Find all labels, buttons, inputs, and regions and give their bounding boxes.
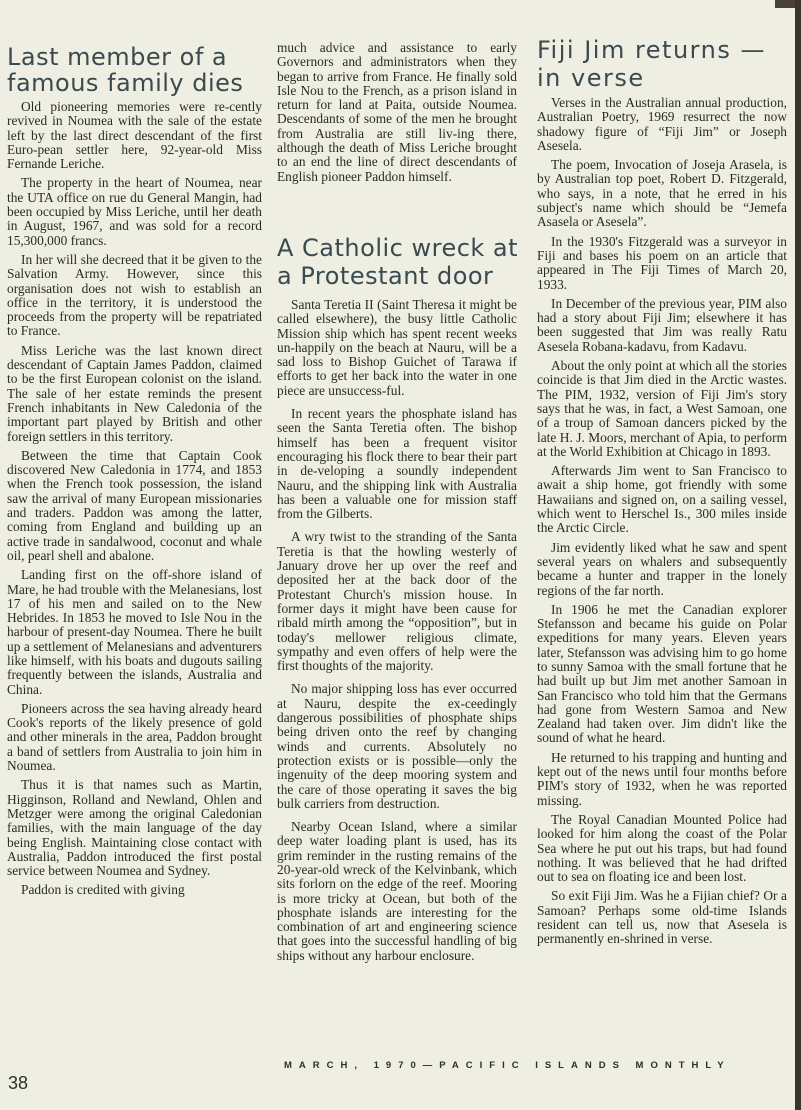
article-continuation-last-member bbox=[277, 41, 517, 189]
paragraph: The property in the heart of Noumea, near the UTA office on rue du General Mangin, had been occupied by Miss Leriche, until her death in August, 1967, and was sold for a record 15,300,000 francs. bbox=[7, 175, 262, 248]
page-edge-top bbox=[775, 0, 795, 8]
paragraph: In recent years the phosphate island has seen the Santa Teretia often. The bishop himself has been a frequent visitor encouraging his flock there to bear their part in de-veloping a soundly independent Nauru, and the shipping link with Australia has been a valuable one for mission staff from the Gilberts. bbox=[277, 406, 517, 522]
paragraph: The poem, Invocation of Joseja Arasela, is by Australian top poet, Robert D. Fitzgerald, who says, in a note, that he erred in his subject's name which should be “Jemefa Asasela or Asesela”. bbox=[537, 157, 787, 230]
paragraph: much advice and assistance to early Governors and administrators when they began to arrive from France. He finally sold Isle Nou to the French, as a prison island in return for land at Paita, outside Noumea. Descendants of some of the men he brought from Australia are still liv-ing there, although the death of Miss Leriche brought to an end the line of direct descendants of English pioneer Paddon himself. bbox=[277, 40, 517, 184]
paragraph: Jim evidently liked what he saw and spent several years on whalers and subsequently became a hunter and trapper in the lonely regions of the far north. bbox=[537, 539, 787, 598]
article-headline-last-member: Last member of a famous family dies bbox=[7, 43, 244, 97]
paragraph: Between the time that Captain Cook discovered New Caledonia in 1774, and 1853 when the French took possession, the island saw the arrival of many European missionaries and traders. Paddon was among the latter, coming from England and building up an active trade in sandalwood, coconut and whale oil, pearl shell and abalone. bbox=[7, 447, 262, 563]
article-headline-catholic-wreck: A Catholic wreck at a Protestant door bbox=[277, 234, 519, 290]
paragraph: No major shipping loss has ever occurred at Nauru, despite the ex-ceedingly dangerous possibilities of phosphate ships being driven onto the reef by changing winds and currents. Absolutely no protection exists or is possible—only the ingenuity of the deep mooring system and the care of those operating it saves the big bulk carriers from destruction. bbox=[277, 681, 517, 811]
article-body-fiji-jim bbox=[537, 96, 787, 952]
paragraph: In December of the previous year, PIM also had a story about Fiji Jim; elsewhere it has been suggested that Jim was really Ratu Asesela Robana-kadavu, from Kadavu. bbox=[537, 295, 787, 354]
article-body-last-member bbox=[7, 100, 262, 903]
paragraph: Afterwards Jim went to San Francisco to await a ship home, got friendly with some Hawaiians and signed on, on a sailing vessel, which went to Herschel Is., 300 miles inside the Arctic Circle. bbox=[537, 463, 787, 536]
paragraph: The Royal Canadian Mounted Police had looked for him along the coast of the Polar Sea where he put out his traps, but had found nothing. It was believed that he had drifted out to sea on floating ice and been lost. bbox=[537, 811, 787, 885]
paragraph: About the only point at which all the stories coincide is that Jim died in the Arctic wastes. The PIM, 1932, version of Fiji Jim's story says that he was, in fact, a West Samoan, one of a troup of Samoan dancers picked by the late H. J. Moors, merchant of Apia, to perform at the World Exhibition at Chicago in 1893. bbox=[537, 358, 787, 459]
article-body-catholic-wreck bbox=[277, 298, 517, 972]
paragraph: So exit Fiji Jim. Was he a Fijian chief? Or a Samoan? Perhaps some old-time Islands resident can tell us, now that Asesela is permanently en-shrined in verse. bbox=[537, 888, 787, 947]
paragraph: Verses in the Australian annual production, Australian Poetry, 1969 resurrect the now shadowy figure of “Fiji Jim” or Joseph Asesela. bbox=[537, 95, 787, 153]
paragraph: Nearby Ocean Island, where a similar deep water loading plant is used, has its grim reminder in the rusting remains of the 20-year-old wreck of the Kelvinbank, which sits forlorn on the edge of the reef. Mooring is more tricky at Ocean, but both of the phosphate islands are interesting for the combination of art and engineering science that goes into the successful handling of big ships without any harbour enclosure. bbox=[277, 819, 517, 963]
paragraph: Paddon is credited with giving bbox=[21, 882, 185, 898]
paragraph: Thus it is that names such as Martin, Higginson, Rolland and Newland, Ohlen and Metzger were among the original Caledonian families, with the main language of the day being English. Maintaining close contact with Australia, Paddon introduced the first postal service between Noumea and Sydney. bbox=[7, 777, 262, 879]
page-edge bbox=[795, 0, 801, 1110]
paragraph: A wry twist to the stranding of the Santa Teretia is that the howling westerly of January drove her up over the reef and deposited her at the back door of the Protestant Church's mission house. In former days it might have been cause for ribald mirth among the “opposition”, but in today's mellower religious climate, sympathy and even offers of help were the first thoughts of the majority. bbox=[277, 529, 517, 674]
paragraph: Landing first on the off-shore island of Mare, he had trouble with the Melanesians, lost 17 of his men and sailed on to the New Hebrides. In 1853 he moved to Isle Nou in the harbour of present-day Noumea. There he built up a settlement of Melanesians and adventurers like himself, with his boats and dugouts sailing frequently between the islands, Australia and China. bbox=[7, 567, 262, 697]
paragraph: Old pioneering memories were re-cently revived in Noumea with the sale of the estate left by the last direct descendant of the first Euro-pean settler here, 92-year-old Miss Fernande Leriche. bbox=[7, 99, 262, 172]
paragraph: Miss Leriche was the last known direct descendant of Captain James Paddon, claimed to be the first European colonist on the island. The sale of her estate reminds the present French inhabitants in New Caledonia of the important part played by British and other foreign settlers in this territory. bbox=[7, 342, 262, 444]
paragraph: In 1906 he met the Canadian explorer Stefansson and became his guide on Polar expeditions for many years. Eleven years later, Stefansson was advising him to go home to sunny Samoa with the small fortune that he had built up but Jim met another Samoan in San Francisco who told him that the Germans had gone from Western Samoa and New Zealand had taken over. Jim didn't like the sound of what he heard. bbox=[537, 601, 787, 746]
paragraph: Pioneers across the sea having already heard Cook's reports of the likely presence of gold and other minerals in the area, Paddon brought a band of settlers from Australia to join him in Noumea. bbox=[7, 700, 262, 774]
running-footer: MARCH, 1970—PACIFIC ISLANDS MONTHLY bbox=[284, 1060, 731, 1071]
paragraph: Santa Teretia II (Saint Theresa it might be called elsewhere), the busy little Catholic Mission ship which has spent recent weeks un-happily on the beach at Nauru, will be a sad loss to Bishop Guichet of Tarawa if efforts to get her back into the water in one piece are unsuccess-ful. bbox=[277, 297, 517, 398]
article-headline-fiji-jim: Fiji Jim returns — in verse bbox=[537, 36, 766, 92]
paragraph: He returned to his trapping and hunting and kept out of the news until four months before PIM's story of 1932, when he was reported missing. bbox=[537, 749, 787, 808]
paragraph: In the 1930's Fitzgerald was a surveyor in Fiji and bases his poem on an article that appeared in The Fiji Times of March 20, 1933. bbox=[537, 233, 787, 292]
page-number: 38 bbox=[8, 1073, 29, 1093]
paragraph: In her will she decreed that it be given to the Salvation Army. However, since this organisation does not wish to establish an office in the territory, it is understood the proceeds from the property will be repatriated to France. bbox=[7, 251, 262, 339]
